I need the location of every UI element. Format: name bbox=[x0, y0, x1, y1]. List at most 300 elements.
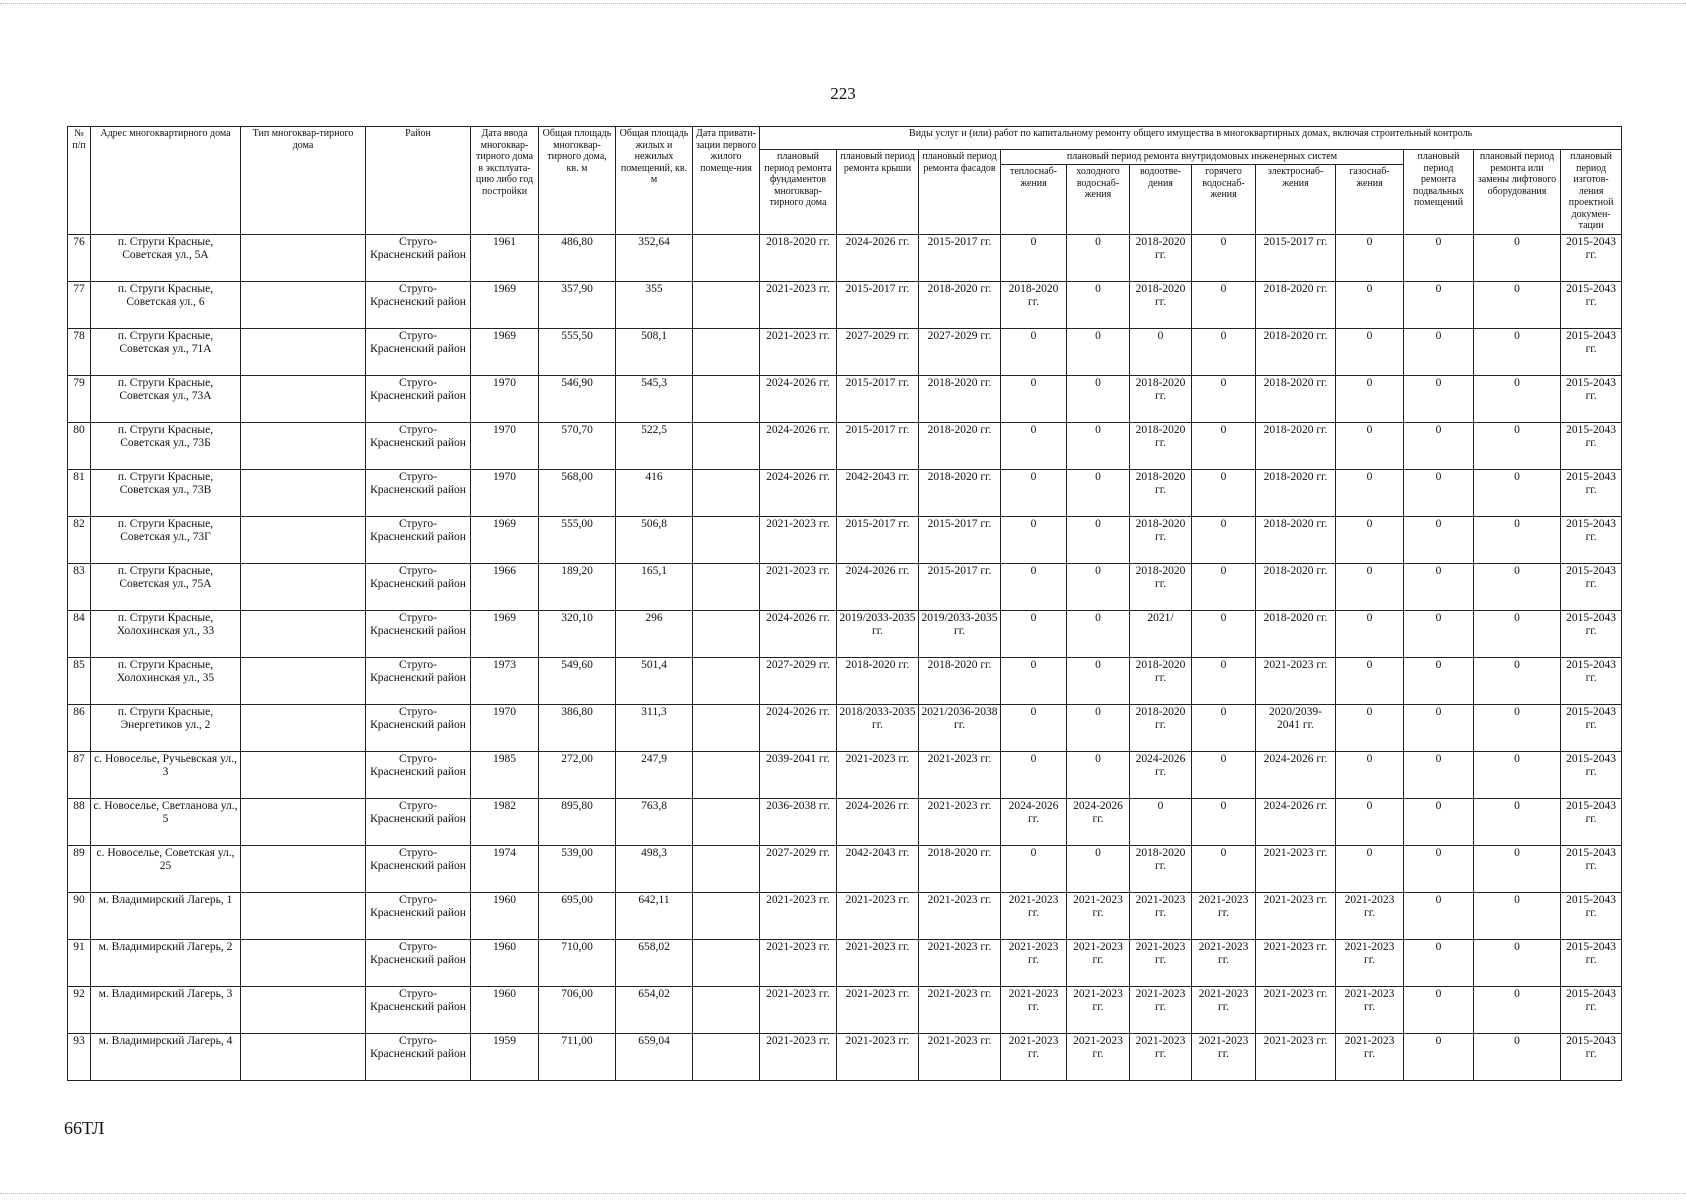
cell-drainage: 2021-2023 гг. bbox=[1130, 893, 1192, 940]
header-privatization-date: Дата привати-зации первого жилого помеще-ния bbox=[693, 127, 760, 235]
header-facade: плановый период ремонта фасадов bbox=[919, 150, 1001, 235]
cell-hot-water: 0 bbox=[1192, 235, 1256, 282]
cell-house-type bbox=[241, 611, 366, 658]
header-elevator: плановый период ремонта или замены лифтового оборудования bbox=[1474, 150, 1561, 235]
cell-gas: 0 bbox=[1336, 470, 1404, 517]
cell-basement: 0 bbox=[1404, 752, 1474, 799]
cell-total-area: 272,00 bbox=[539, 752, 616, 799]
cell-cold-water: 2021-2023 гг. bbox=[1067, 987, 1130, 1034]
cell-address: с. Новоселье, Советская ул., 25 bbox=[91, 846, 241, 893]
cell-electricity: 2021-2023 гг. bbox=[1256, 940, 1336, 987]
cell-basement: 0 bbox=[1404, 282, 1474, 329]
cell-electricity: 2020/2039-2041 гг. bbox=[1256, 705, 1336, 752]
cell-basement: 0 bbox=[1404, 1034, 1474, 1081]
cell-hot-water: 0 bbox=[1192, 282, 1256, 329]
cell-num: 86 bbox=[68, 705, 91, 752]
cell-total-area: 568,00 bbox=[539, 470, 616, 517]
cell-living-area: 416 bbox=[616, 470, 693, 517]
cell-house-type bbox=[241, 282, 366, 329]
cell-roof: 2024-2026 гг. bbox=[837, 235, 919, 282]
table-row bbox=[68, 987, 1622, 1034]
cell-district: Струго-Красненский район bbox=[366, 799, 471, 846]
cell-gas: 0 bbox=[1336, 752, 1404, 799]
cell-district: Струго-Красненский район bbox=[366, 235, 471, 282]
cell-address: п. Струги Красные, Холохинская ул., 35 bbox=[91, 658, 241, 705]
table-row bbox=[68, 517, 1622, 564]
cell-drainage: 2018-2020 гг. bbox=[1130, 470, 1192, 517]
scan-edge-top bbox=[0, 3, 1686, 4]
cell-address: п. Струги Красные, Советская ул., 71А bbox=[91, 329, 241, 376]
table-row bbox=[68, 564, 1622, 611]
cell-privatization bbox=[693, 376, 760, 423]
cell-living-area: 522,5 bbox=[616, 423, 693, 470]
cell-heating: 0 bbox=[1001, 658, 1067, 705]
cell-year: 1982 bbox=[471, 799, 539, 846]
cell-foundation: 2024-2026 гг. bbox=[760, 611, 837, 658]
cell-foundation: 2036-2038 гг. bbox=[760, 799, 837, 846]
cell-heating: 0 bbox=[1001, 611, 1067, 658]
cell-electricity: 2015-2017 гг. bbox=[1256, 235, 1336, 282]
cell-drainage: 0 bbox=[1130, 329, 1192, 376]
cell-address: м. Владимирский Лагерь, 1 bbox=[91, 893, 241, 940]
cell-privatization bbox=[693, 893, 760, 940]
cell-living-area: 355 bbox=[616, 282, 693, 329]
cell-address: п. Струги Красные, Советская ул., 75А bbox=[91, 564, 241, 611]
cell-elevator: 0 bbox=[1474, 940, 1561, 987]
cell-design-docs: 2015-2043 гг. bbox=[1561, 282, 1622, 329]
cell-privatization bbox=[693, 282, 760, 329]
cell-elevator: 0 bbox=[1474, 564, 1561, 611]
cell-district: Струго-Красненский район bbox=[366, 517, 471, 564]
cell-gas: 0 bbox=[1336, 846, 1404, 893]
cell-district: Струго-Красненский район bbox=[366, 611, 471, 658]
cell-num: 79 bbox=[68, 376, 91, 423]
cell-basement: 0 bbox=[1404, 564, 1474, 611]
cell-drainage: 2021-2023 гг. bbox=[1130, 987, 1192, 1034]
cell-privatization bbox=[693, 329, 760, 376]
cell-elevator: 0 bbox=[1474, 470, 1561, 517]
cell-roof: 2027-2029 гг. bbox=[837, 329, 919, 376]
cell-num: 77 bbox=[68, 282, 91, 329]
cell-total-area: 570,70 bbox=[539, 423, 616, 470]
cell-year: 1960 bbox=[471, 987, 539, 1034]
cell-total-area: 711,00 bbox=[539, 1034, 616, 1081]
cell-roof: 2018-2020 гг. bbox=[837, 658, 919, 705]
cell-elevator: 0 bbox=[1474, 282, 1561, 329]
cell-hot-water: 0 bbox=[1192, 376, 1256, 423]
cell-elevator: 0 bbox=[1474, 517, 1561, 564]
cell-district: Струго-Красненский район bbox=[366, 987, 471, 1034]
cell-electricity: 2018-2020 гг. bbox=[1256, 517, 1336, 564]
cell-num: 92 bbox=[68, 987, 91, 1034]
cell-foundation: 2018-2020 гг. bbox=[760, 235, 837, 282]
cell-gas: 0 bbox=[1336, 282, 1404, 329]
cell-privatization bbox=[693, 517, 760, 564]
cell-heating: 2021-2023 гг. bbox=[1001, 893, 1067, 940]
cell-facade: 2015-2017 гг. bbox=[919, 517, 1001, 564]
table-row bbox=[68, 470, 1622, 517]
cell-num: 80 bbox=[68, 423, 91, 470]
cell-basement: 0 bbox=[1404, 705, 1474, 752]
cell-gas: 0 bbox=[1336, 329, 1404, 376]
cell-design-docs: 2015-2043 гг. bbox=[1561, 987, 1622, 1034]
table-row bbox=[68, 1034, 1622, 1081]
cell-num: 91 bbox=[68, 940, 91, 987]
cell-cold-water: 0 bbox=[1067, 658, 1130, 705]
cell-elevator: 0 bbox=[1474, 752, 1561, 799]
table-row bbox=[68, 705, 1622, 752]
cell-district: Струго-Красненский район bbox=[366, 564, 471, 611]
cell-total-area: 895,80 bbox=[539, 799, 616, 846]
cell-facade: 2021-2023 гг. bbox=[919, 1034, 1001, 1081]
cell-facade: 2021-2023 гг. bbox=[919, 893, 1001, 940]
cell-house-type bbox=[241, 658, 366, 705]
cell-electricity: 2024-2026 гг. bbox=[1256, 799, 1336, 846]
table-row bbox=[68, 235, 1622, 282]
cell-cold-water: 0 bbox=[1067, 282, 1130, 329]
cell-gas: 2021-2023 гг. bbox=[1336, 987, 1404, 1034]
cell-cold-water: 2021-2023 гг. bbox=[1067, 940, 1130, 987]
cell-drainage: 2021-2023 гг. bbox=[1130, 1034, 1192, 1081]
header-systems-group: плановый период ремонта внутридомовых инженерных систем bbox=[1001, 150, 1404, 165]
cell-privatization bbox=[693, 1034, 760, 1081]
cell-elevator: 0 bbox=[1474, 1034, 1561, 1081]
cell-electricity: 2024-2026 гг. bbox=[1256, 752, 1336, 799]
cell-hot-water: 2021-2023 гг. bbox=[1192, 987, 1256, 1034]
cell-drainage: 2018-2020 гг. bbox=[1130, 235, 1192, 282]
header-num: № п/п bbox=[68, 127, 91, 235]
header-house-type: Тип многоквар-тирного дома bbox=[241, 127, 366, 235]
cell-electricity: 2018-2020 гг. bbox=[1256, 423, 1336, 470]
cell-hot-water: 0 bbox=[1192, 470, 1256, 517]
cell-facade: 2018-2020 гг. bbox=[919, 282, 1001, 329]
cell-basement: 0 bbox=[1404, 517, 1474, 564]
cell-design-docs: 2015-2043 гг. bbox=[1561, 705, 1622, 752]
cell-electricity: 2021-2023 гг. bbox=[1256, 1034, 1336, 1081]
cell-privatization bbox=[693, 752, 760, 799]
cell-hot-water: 0 bbox=[1192, 517, 1256, 564]
cell-num: 85 bbox=[68, 658, 91, 705]
cell-address: п. Струги Красные, Советская ул., 73В bbox=[91, 470, 241, 517]
cell-num: 93 bbox=[68, 1034, 91, 1081]
cell-design-docs: 2015-2043 гг. bbox=[1561, 329, 1622, 376]
cell-year: 1969 bbox=[471, 282, 539, 329]
cell-num: 89 bbox=[68, 846, 91, 893]
cell-total-area: 710,00 bbox=[539, 940, 616, 987]
cell-address: м. Владимирский Лагерь, 3 bbox=[91, 987, 241, 1034]
cell-heating: 2024-2026 гг. bbox=[1001, 799, 1067, 846]
header-living-area: Общая площадь жилых и нежилых помещений, кв. м bbox=[616, 127, 693, 235]
cell-facade: 2021-2023 гг. bbox=[919, 752, 1001, 799]
cell-cold-water: 0 bbox=[1067, 517, 1130, 564]
capital-repair-table bbox=[67, 126, 1622, 1081]
cell-total-area: 706,00 bbox=[539, 987, 616, 1034]
cell-facade: 2021-2023 гг. bbox=[919, 987, 1001, 1034]
cell-gas: 0 bbox=[1336, 376, 1404, 423]
cell-roof: 2024-2026 гг. bbox=[837, 799, 919, 846]
cell-foundation: 2021-2023 гг. bbox=[760, 893, 837, 940]
cell-facade: 2018-2020 гг. bbox=[919, 470, 1001, 517]
cell-roof: 2042-2043 гг. bbox=[837, 846, 919, 893]
table-row bbox=[68, 893, 1622, 940]
cell-roof: 2021-2023 гг. bbox=[837, 940, 919, 987]
cell-district: Струго-Красненский район bbox=[366, 423, 471, 470]
table-row bbox=[68, 376, 1622, 423]
footer-code: 66ТЛ bbox=[64, 1118, 105, 1138]
cell-gas: 2021-2023 гг. bbox=[1336, 940, 1404, 987]
cell-heating: 0 bbox=[1001, 705, 1067, 752]
cell-house-type bbox=[241, 987, 366, 1034]
cell-elevator: 0 bbox=[1474, 705, 1561, 752]
cell-gas: 0 bbox=[1336, 611, 1404, 658]
cell-num: 82 bbox=[68, 517, 91, 564]
cell-design-docs: 2015-2043 гг. bbox=[1561, 517, 1622, 564]
cell-drainage: 2021/ bbox=[1130, 611, 1192, 658]
cell-cold-water: 0 bbox=[1067, 329, 1130, 376]
cell-heating: 2021-2023 гг. bbox=[1001, 940, 1067, 987]
cell-num: 81 bbox=[68, 470, 91, 517]
cell-address: п. Струги Красные, Советская ул., 73А bbox=[91, 376, 241, 423]
cell-living-area: 352,64 bbox=[616, 235, 693, 282]
cell-electricity: 2021-2023 гг. bbox=[1256, 846, 1336, 893]
cell-design-docs: 2015-2043 гг. bbox=[1561, 658, 1622, 705]
cell-design-docs: 2015-2043 гг. bbox=[1561, 423, 1622, 470]
cell-design-docs: 2015-2043 гг. bbox=[1561, 1034, 1622, 1081]
cell-roof: 2024-2026 гг. bbox=[837, 564, 919, 611]
header-gas: газоснаб-жения bbox=[1336, 165, 1404, 235]
cell-num: 90 bbox=[68, 893, 91, 940]
cell-roof: 2015-2017 гг. bbox=[837, 376, 919, 423]
cell-num: 87 bbox=[68, 752, 91, 799]
cell-address: м. Владимирский Лагерь, 2 bbox=[91, 940, 241, 987]
cell-foundation: 2021-2023 гг. bbox=[760, 517, 837, 564]
cell-roof: 2021-2023 гг. bbox=[837, 987, 919, 1034]
cell-cold-water: 0 bbox=[1067, 564, 1130, 611]
cell-foundation: 2027-2029 гг. bbox=[760, 846, 837, 893]
cell-foundation: 2021-2023 гг. bbox=[760, 564, 837, 611]
header-cold-water: холодного водоснаб-жения bbox=[1067, 165, 1130, 235]
cell-design-docs: 2015-2043 гг. bbox=[1561, 470, 1622, 517]
cell-address: п. Струги Красные, Холохинская ул., 33 bbox=[91, 611, 241, 658]
cell-roof: 2019/2033-2035 гг. bbox=[837, 611, 919, 658]
cell-drainage: 2018-2020 гг. bbox=[1130, 282, 1192, 329]
cell-cold-water: 0 bbox=[1067, 611, 1130, 658]
cell-total-area: 486,80 bbox=[539, 235, 616, 282]
cell-house-type bbox=[241, 1034, 366, 1081]
cell-total-area: 386,80 bbox=[539, 705, 616, 752]
cell-basement: 0 bbox=[1404, 658, 1474, 705]
cell-foundation: 2021-2023 гг. bbox=[760, 987, 837, 1034]
cell-gas: 0 bbox=[1336, 235, 1404, 282]
cell-living-area: 165,1 bbox=[616, 564, 693, 611]
cell-living-area: 247,9 bbox=[616, 752, 693, 799]
cell-num: 78 bbox=[68, 329, 91, 376]
cell-facade: 2021-2023 гг. bbox=[919, 940, 1001, 987]
cell-living-area: 545,3 bbox=[616, 376, 693, 423]
cell-district: Струго-Красненский район bbox=[366, 752, 471, 799]
cell-living-area: 658,02 bbox=[616, 940, 693, 987]
cell-living-area: 506,8 bbox=[616, 517, 693, 564]
header-heating: теплоснаб-жения bbox=[1001, 165, 1067, 235]
cell-district: Струго-Красненский район bbox=[366, 329, 471, 376]
cell-elevator: 0 bbox=[1474, 376, 1561, 423]
cell-privatization bbox=[693, 846, 760, 893]
cell-heating: 0 bbox=[1001, 517, 1067, 564]
table-row bbox=[68, 423, 1622, 470]
cell-drainage: 2018-2020 гг. bbox=[1130, 423, 1192, 470]
header-total-area: Общая площадь многоквар-тирного дома, кв. м bbox=[539, 127, 616, 235]
cell-privatization bbox=[693, 799, 760, 846]
cell-hot-water: 0 bbox=[1192, 846, 1256, 893]
cell-district: Струго-Красненский район bbox=[366, 1034, 471, 1081]
header-hot-water: горячего водоснаб-жения bbox=[1192, 165, 1256, 235]
cell-elevator: 0 bbox=[1474, 987, 1561, 1034]
cell-gas: 0 bbox=[1336, 705, 1404, 752]
cell-year: 1960 bbox=[471, 893, 539, 940]
cell-privatization bbox=[693, 940, 760, 987]
cell-foundation: 2021-2023 гг. bbox=[760, 1034, 837, 1081]
cell-hot-water: 0 bbox=[1192, 799, 1256, 846]
cell-year: 1970 bbox=[471, 705, 539, 752]
cell-house-type bbox=[241, 705, 366, 752]
cell-heating: 2021-2023 гг. bbox=[1001, 1034, 1067, 1081]
cell-privatization bbox=[693, 235, 760, 282]
cell-cold-water: 2021-2023 гг. bbox=[1067, 1034, 1130, 1081]
cell-gas: 0 bbox=[1336, 517, 1404, 564]
cell-num: 84 bbox=[68, 611, 91, 658]
cell-basement: 0 bbox=[1404, 376, 1474, 423]
cell-hot-water: 0 bbox=[1192, 705, 1256, 752]
cell-facade: 2018-2020 гг. bbox=[919, 846, 1001, 893]
cell-electricity: 2018-2020 гг. bbox=[1256, 376, 1336, 423]
cell-house-type bbox=[241, 564, 366, 611]
cell-district: Струго-Красненский район bbox=[366, 282, 471, 329]
cell-privatization bbox=[693, 423, 760, 470]
cell-gas: 0 bbox=[1336, 799, 1404, 846]
cell-elevator: 0 bbox=[1474, 893, 1561, 940]
cell-year: 1969 bbox=[471, 517, 539, 564]
scan-edge-bottom bbox=[0, 1193, 1686, 1194]
cell-design-docs: 2015-2043 гг. bbox=[1561, 893, 1622, 940]
cell-living-area: 311,3 bbox=[616, 705, 693, 752]
cell-privatization bbox=[693, 564, 760, 611]
cell-basement: 0 bbox=[1404, 893, 1474, 940]
cell-living-area: 654,02 bbox=[616, 987, 693, 1034]
cell-basement: 0 bbox=[1404, 329, 1474, 376]
cell-house-type bbox=[241, 752, 366, 799]
cell-house-type bbox=[241, 517, 366, 564]
cell-facade: 2021-2023 гг. bbox=[919, 799, 1001, 846]
cell-cold-water: 0 bbox=[1067, 705, 1130, 752]
cell-heating: 0 bbox=[1001, 329, 1067, 376]
cell-heating: 0 bbox=[1001, 376, 1067, 423]
cell-year: 1969 bbox=[471, 329, 539, 376]
cell-total-area: 357,90 bbox=[539, 282, 616, 329]
cell-heating: 0 bbox=[1001, 423, 1067, 470]
cell-roof: 2018/2033-2035 гг. bbox=[837, 705, 919, 752]
cell-elevator: 0 bbox=[1474, 658, 1561, 705]
cell-electricity: 2018-2020 гг. bbox=[1256, 564, 1336, 611]
cell-privatization bbox=[693, 470, 760, 517]
cell-address: п. Струги Красные, Советская ул., 73Г bbox=[91, 517, 241, 564]
cell-house-type bbox=[241, 329, 366, 376]
cell-heating: 0 bbox=[1001, 235, 1067, 282]
table-row bbox=[68, 752, 1622, 799]
cell-privatization bbox=[693, 611, 760, 658]
cell-year: 1961 bbox=[471, 235, 539, 282]
cell-design-docs: 2015-2043 гг. bbox=[1561, 752, 1622, 799]
cell-design-docs: 2015-2043 гг. bbox=[1561, 564, 1622, 611]
cell-design-docs: 2015-2043 гг. bbox=[1561, 940, 1622, 987]
cell-facade: 2027-2029 гг. bbox=[919, 329, 1001, 376]
cell-drainage: 2018-2020 гг. bbox=[1130, 376, 1192, 423]
cell-elevator: 0 bbox=[1474, 611, 1561, 658]
cell-year: 1970 bbox=[471, 423, 539, 470]
cell-living-area: 659,04 bbox=[616, 1034, 693, 1081]
cell-house-type bbox=[241, 376, 366, 423]
cell-cold-water: 0 bbox=[1067, 846, 1130, 893]
cell-total-area: 549,60 bbox=[539, 658, 616, 705]
cell-address: с. Новоселье, Ручьевская ул., 3 bbox=[91, 752, 241, 799]
cell-design-docs: 2015-2043 гг. bbox=[1561, 611, 1622, 658]
cell-year: 1969 bbox=[471, 611, 539, 658]
cell-year: 1959 bbox=[471, 1034, 539, 1081]
cell-foundation: 2024-2026 гг. bbox=[760, 705, 837, 752]
cell-district: Струго-Красненский район bbox=[366, 470, 471, 517]
cell-basement: 0 bbox=[1404, 235, 1474, 282]
table-row bbox=[68, 658, 1622, 705]
header-foundation: плановый период ремонта фундаментов многоквар-тирного дома bbox=[760, 150, 837, 235]
cell-privatization bbox=[693, 705, 760, 752]
header-design-docs: плановый период изготов-ления проектной докумен-тации bbox=[1561, 150, 1622, 235]
cell-drainage: 2018-2020 гг. bbox=[1130, 705, 1192, 752]
header-works-group: Виды услуг и (или) работ по капитальному ремонту общего имущества в многоквартирных домах, включая строительный контроль bbox=[760, 127, 1622, 150]
cell-roof: 2042-2043 гг. bbox=[837, 470, 919, 517]
cell-heating: 2018-2020 гг. bbox=[1001, 282, 1067, 329]
cell-total-area: 555,50 bbox=[539, 329, 616, 376]
cell-heating: 2021-2023 гг. bbox=[1001, 987, 1067, 1034]
cell-heating: 0 bbox=[1001, 470, 1067, 517]
cell-drainage: 2021-2023 гг. bbox=[1130, 940, 1192, 987]
header-drainage: водоотве-дения bbox=[1130, 165, 1192, 235]
cell-elevator: 0 bbox=[1474, 799, 1561, 846]
cell-elevator: 0 bbox=[1474, 846, 1561, 893]
cell-roof: 2021-2023 гг. bbox=[837, 752, 919, 799]
cell-drainage: 2018-2020 гг. bbox=[1130, 658, 1192, 705]
table-row bbox=[68, 940, 1622, 987]
cell-gas: 2021-2023 гг. bbox=[1336, 893, 1404, 940]
cell-privatization bbox=[693, 987, 760, 1034]
header-address: Адрес многоквартирного дома bbox=[91, 127, 241, 235]
cell-cold-water: 0 bbox=[1067, 752, 1130, 799]
cell-electricity: 2018-2020 гг. bbox=[1256, 611, 1336, 658]
cell-total-area: 189,20 bbox=[539, 564, 616, 611]
header-roof: плановый период ремонта крыши bbox=[837, 150, 919, 235]
cell-foundation: 2024-2026 гг. bbox=[760, 376, 837, 423]
cell-facade: 2019/2033-2035 гг. bbox=[919, 611, 1001, 658]
header-district: Район bbox=[366, 127, 471, 235]
cell-district: Струго-Красненский район bbox=[366, 658, 471, 705]
cell-facade: 2021/2036-2038 гг. bbox=[919, 705, 1001, 752]
cell-living-area: 296 bbox=[616, 611, 693, 658]
cell-district: Струго-Красненский район bbox=[366, 846, 471, 893]
cell-cold-water: 2021-2023 гг. bbox=[1067, 893, 1130, 940]
cell-address: м. Владимирский Лагерь, 4 bbox=[91, 1034, 241, 1081]
cell-year: 1974 bbox=[471, 846, 539, 893]
header-commission-date: Дата ввода многоквар-тирного дома в эксплуата-цию либо год постройки bbox=[471, 127, 539, 235]
cell-hot-water: 0 bbox=[1192, 329, 1256, 376]
cell-elevator: 0 bbox=[1474, 329, 1561, 376]
